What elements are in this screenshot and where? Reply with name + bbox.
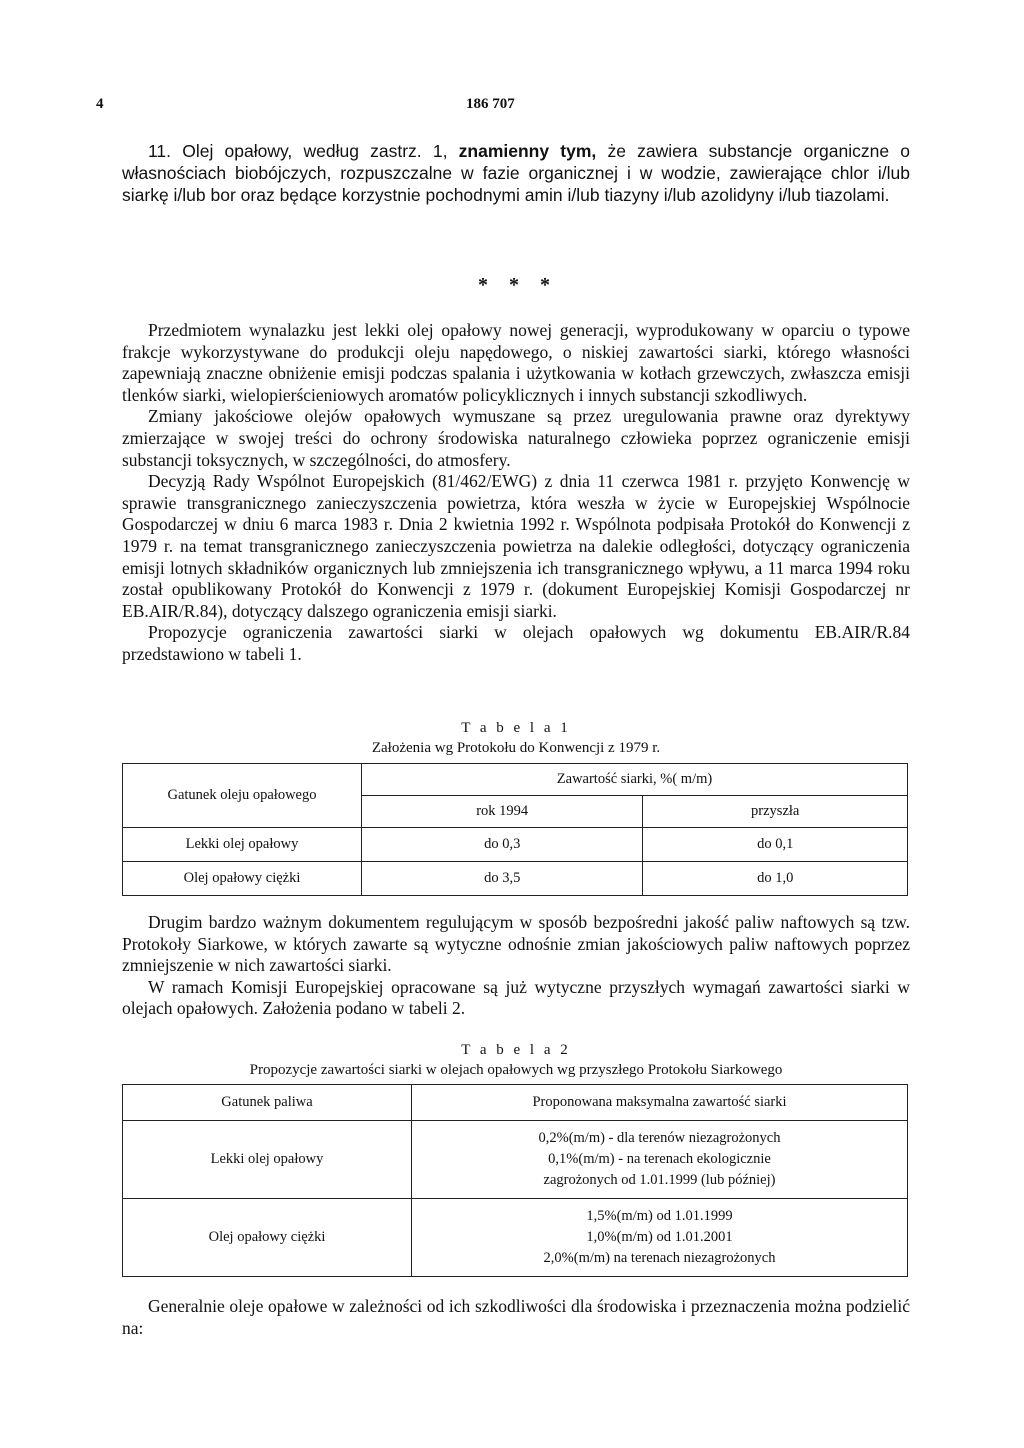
paragraph: Zmiany jakościowe olejów opałowych wymuszane są przez uregulowania prawne oraz dyrektywy zmierzające w swojej treści do ochrony środowiska naturalnego człowieka poprzez ograniczenie emisji substancji toksycznych, w szczególności, do atmosfery. xyxy=(122,406,910,470)
table2-value-line: 1,5%(m/m) od 1.01.1999 xyxy=(586,1208,733,1224)
table2-row-name: Olej opałowy ciężki xyxy=(123,1199,412,1277)
table1-cell: Olej opałowy ciężki xyxy=(123,862,362,896)
table2-header-fuel: Gatunek paliwa xyxy=(123,1085,412,1121)
table2-label: T a b e l a 2 xyxy=(461,1042,571,1058)
table2-value-line: 1,0%(m/m) od 1.01.2001 xyxy=(586,1229,733,1245)
table2-header-max-sulfur: Proponowana maksymalna zawartość siarki xyxy=(412,1085,908,1121)
table1-cell: Lekki olej opałowy xyxy=(123,828,362,862)
patent-number: 186 707 xyxy=(466,96,515,112)
closing-paragraph xyxy=(122,1296,910,1339)
table2-value-line: 2,0%(m/m) na terenach niezagrożonych xyxy=(543,1250,776,1266)
table1-cell: do 0,3 xyxy=(362,828,643,862)
table2-row-values xyxy=(412,1199,908,1277)
table1-cell: do 0,1 xyxy=(643,828,908,862)
table1-header-1994: rok 1994 xyxy=(362,796,643,828)
table1-caption xyxy=(122,718,910,758)
table2-row-values xyxy=(412,1121,908,1199)
table1-header-future: przyszła xyxy=(643,796,908,828)
claim-rest: że zawiera substancje organiczne o własnościach biobójczych, rozpuszczalne w fazie organicznej i w wodzie, zawierające chlor i/lub siarkę i/lub bor oraz będące korzystnie pochodnymi amin i/lub tiazyny i/lub azolidyny i/lub tiazolami. xyxy=(122,141,910,205)
description-section-1 xyxy=(122,320,910,666)
paragraph: W ramach Komisji Europejskiej opracowane są już wytyczne przyszłych wymagań zawartości siarki w olejach opałowych. Założenia podano w tabeli 2. xyxy=(122,976,910,1019)
table2-value-line: 0,1%(m/m) - na terenach ekologicznie xyxy=(548,1151,771,1167)
table1-title: Założenia wg Protokołu do Konwencji z 1979 r. xyxy=(371,740,661,756)
paragraph: Decyzją Rady Wspólnot Europejskich (81/462/EWG) z dnia 11 czerwca 1981 r. przyjęto Konwencję w sprawie transgranicznego zanieczyszczenia powietrza, która weszła w życie w Europejskiej Wspólnocie Gospodarczej w dniu 6 marca 1983 r. Dnia 2 kwietnia 1992 r. Wspólnota podpisała Protokół do Konwencji z 1979 r. na temat transgranicznego zanieczyszczenia powietrza na dalekie odległości, dotyczący ograniczenia emisji lotnych składników organicznych lub zmniejszenia ich transgranicznego wpływu, a 11 marca 1994 roku został opublikowany Protokół do Konwencji z 1979 r. (dokument Europejskiej Komisji Gospodarczej nr EB.AIR/R.84), dotyczący dalszego ograniczenia emisji siarki. xyxy=(122,471,910,621)
table2-title: Propozycje zawartości siarki w olejach opałowych wg przyszłego Protokołu Siarkowego xyxy=(249,1062,783,1078)
paragraph: Propozycje ograniczenia zawartości siarki w olejach opałowych wg dokumentu EB.AIR/R.84 przedstawiono w tabeli 1. xyxy=(122,622,910,664)
table1-label: T a b e l a 1 xyxy=(461,720,571,736)
claim-intro: 11. Olej opałowy, według zastrz. 1, xyxy=(148,141,459,161)
description-section-2 xyxy=(122,912,910,1020)
claim-11 xyxy=(122,140,910,206)
table2-caption xyxy=(122,1040,910,1080)
paragraph: Generalnie oleje opałowe w zależności od ich szkodliwości dla środowiska i przeznaczenia można podzielić na: xyxy=(122,1296,910,1338)
table1-header-sulfur: Zawartość siarki, %( m/m) xyxy=(362,764,908,796)
paragraph: Przedmiotem wynalazku jest lekki olej opałowy nowej generacji, wyprodukowany w oparciu o typowe frakcje wykorzystywane do produkcji oleju napędowego, o niskiej zawartości siarki, którego własności zapewniają znaczne obniżenie emisji podczas spalania i użytkowania w kotłach grzewczych, zwłaszcza emisji tlenków siarki, wielopierścieniowych aromatów policyklicznych i innych substancji szkodliwych. xyxy=(122,320,910,405)
table1-cell: do 1,0 xyxy=(643,862,908,896)
table1-cell: do 3,5 xyxy=(362,862,643,896)
table2-row-name: Lekki olej opałowy xyxy=(123,1121,412,1199)
table2-value-line: zagrożonych od 1.01.1999 (lub później) xyxy=(543,1172,776,1188)
table2-value-line: 0,2%(m/m) - dla terenów niezagrożonych xyxy=(538,1130,781,1146)
table2 xyxy=(122,1084,908,1277)
table1 xyxy=(122,763,908,896)
separator-stars: * * * xyxy=(478,274,558,296)
paragraph: Drugim bardzo ważnym dokumentem regulującym w sposób bezpośredni jakość paliw naftowych są tzw. Protokoły Siarkowe, w których zawarte są wytyczne odnośnie zmian jakościowych paliw naftowych poprzez zmniejszenie w nich zawartości siarki. xyxy=(122,912,910,976)
table1-header-grade: Gatunek oleju opałowego xyxy=(123,764,362,828)
claim-bold: znamienny tym, xyxy=(458,141,597,161)
page-number: 4 xyxy=(96,96,104,112)
